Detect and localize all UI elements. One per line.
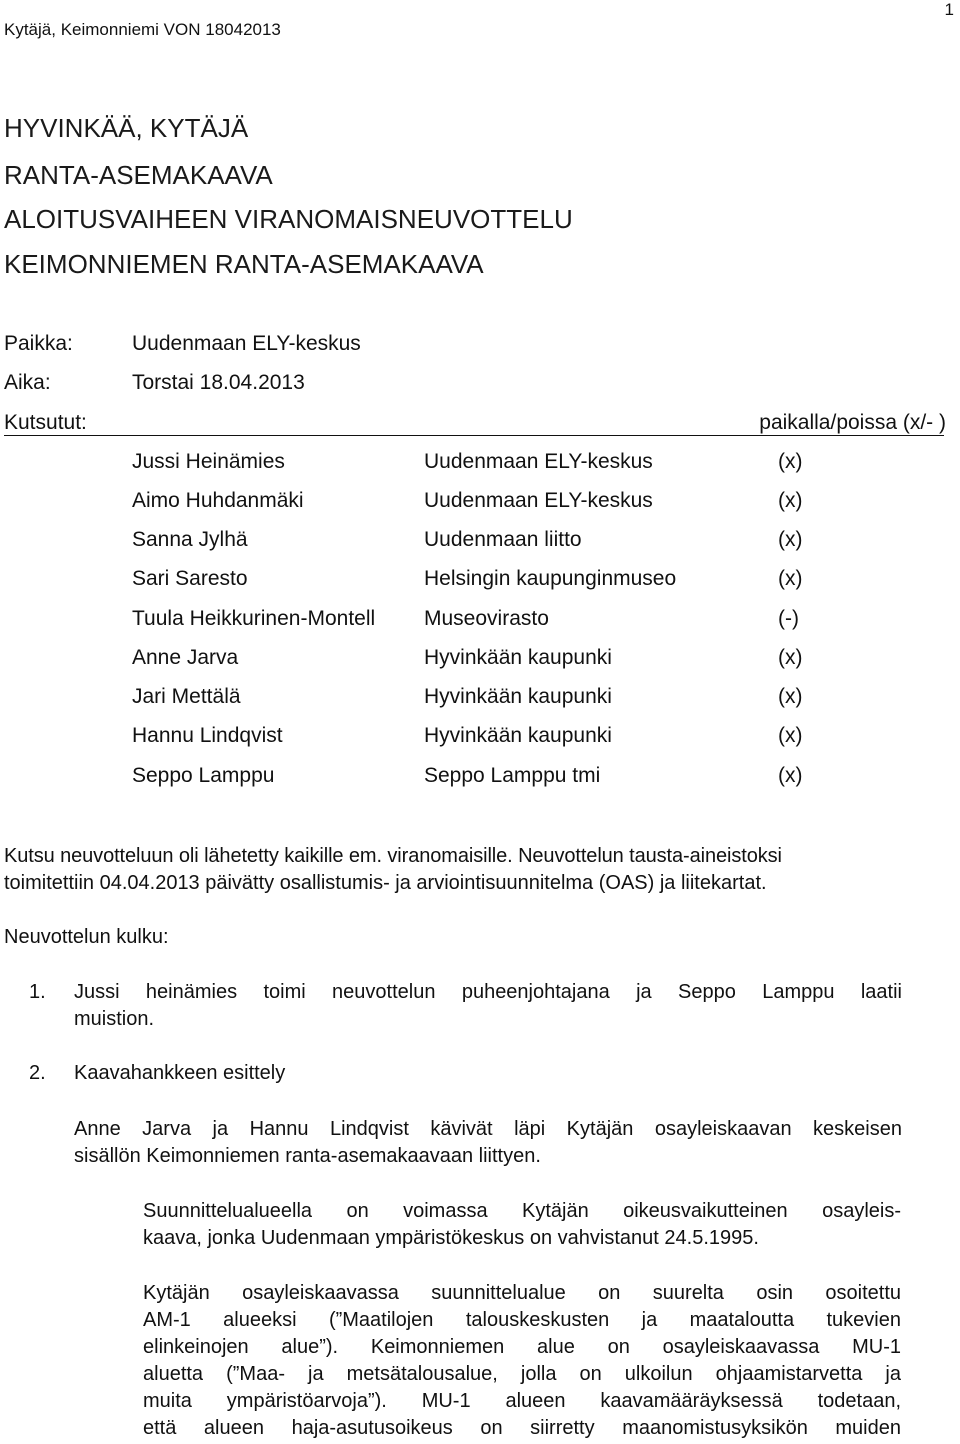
attendee-row <box>0 724 960 754</box>
attendee-status: (x) <box>778 685 803 708</box>
attendee-name: Tuula Heikkurinen-Montell <box>132 607 376 630</box>
attendee-org: Uudenmaan liitto <box>424 528 582 551</box>
attendee-org: Hyvinkään kaupunki <box>424 724 612 747</box>
place-label: Paikka: <box>4 332 73 355</box>
attendee-status: (x) <box>778 528 803 551</box>
attendee-row <box>0 528 960 558</box>
attendee-status: (x) <box>778 764 803 787</box>
attendee-status: (x) <box>778 724 803 747</box>
attendee-status: (x) <box>778 489 803 512</box>
attendee-org: Hyvinkään kaupunki <box>424 685 612 708</box>
attendee-row <box>0 489 960 519</box>
attendee-row <box>0 764 960 794</box>
attendee-name: Hannu Lindqvist <box>132 724 283 747</box>
para-line: kaava, jonka Uudenmaan ympäristökeskus on vahvistanut 24.5.1995. <box>143 1227 759 1249</box>
invited-underline <box>4 435 944 436</box>
attendee-row <box>0 450 960 480</box>
place-value: Uudenmaan ELY-keskus <box>132 332 361 355</box>
para-line: Suunnittelualueella on voimassa Kytäjän oikeusvaikutteinen osayleis- <box>143 1200 901 1222</box>
para-line: elinkeinojen alue”). Keimonniemen alue on osayleiskaavassa MU-1 <box>143 1336 901 1358</box>
attendee-name: Jussi Heinämies <box>132 450 285 473</box>
attendee-status: (x) <box>778 450 803 473</box>
para-line: aluetta (”Maa- ja metsätalousalue, jolla on ulkoilun ohjaamistarvetta ja <box>143 1363 901 1385</box>
para-line: muita ympäristöarvoja”). MU-1 alueen kaavamääräyksessä todetaan, <box>143 1390 901 1412</box>
attendee-status: (-) <box>778 607 799 630</box>
item-number: 2. <box>29 1062 46 1084</box>
item-2-text <box>74 1060 902 1087</box>
attendee-row <box>0 567 960 597</box>
attendee-org: Museovirasto <box>424 607 549 630</box>
attendee-name: Anne Jarva <box>132 646 239 669</box>
attendee-name: Jari Mettälä <box>132 685 241 708</box>
attendee-name: Sari Saresto <box>132 567 248 590</box>
attendee-org: Seppo Lamppu tmi <box>424 764 601 787</box>
time-value: Torstai 18.04.2013 <box>132 371 305 394</box>
title-line-2: RANTA-ASEMAKAAVA <box>4 160 273 190</box>
para-line: AM-1 alueeksi (”Maatilojen talouskeskusten ja maataloutta tukevien <box>143 1309 901 1331</box>
attendee-name: Seppo Lamppu <box>132 764 275 787</box>
page-number: 1 <box>944 0 954 19</box>
attendee-org: Uudenmaan ELY-keskus <box>424 450 653 473</box>
attendee-name: Sanna Jylhä <box>132 528 248 551</box>
running-header: Kytäjä, Keimonniemi VON 18042013 <box>4 20 281 39</box>
attendee-status: (x) <box>778 646 803 669</box>
item-line: Jussi heinämies toimi neuvottelun puheenjohtajana ja Seppo Lamppu laatii <box>74 981 902 1003</box>
para-line: Kytäjän osayleiskaavassa suunnittelualue on suurelta osin osoitettu <box>143 1282 901 1304</box>
para-line: että alueen haja-asutusoikeus on siirretty maanomistusyksikön muiden <box>143 1417 901 1439</box>
attendee-row <box>0 685 960 715</box>
proceedings-heading: Neuvottelun kulku: <box>4 926 169 948</box>
title-line-1: HYVINKÄÄ, KYTÄJÄ <box>4 113 249 143</box>
intro-line: sisällön Keimonniemen ranta-asemakaavaan liittyen. <box>74 1145 541 1167</box>
attendee-row <box>0 607 960 637</box>
attendee-org: Hyvinkään kaupunki <box>424 646 612 669</box>
indented-paragraph-2 <box>143 1280 901 1442</box>
invitation-line: toimitettiin 04.04.2013 päivätty osallistumis- ja arviointisuunnitelma (OAS) ja liitekartat. <box>4 872 767 894</box>
intro-line: Anne Jarva ja Hannu Lindqvist kävivät läpi Kytäjän osayleiskaavan keskeisen <box>74 1118 902 1140</box>
item-2-intro <box>74 1116 902 1170</box>
attendee-org: Helsingin kaupunginmuseo <box>424 567 677 590</box>
title-line-4: KEIMONNIEMEN RANTA-ASEMAKAAVA <box>4 249 484 279</box>
presence-header: paikalla/poissa (x/- ) <box>759 411 946 434</box>
invitation-paragraph <box>4 843 954 897</box>
attendee-org: Uudenmaan ELY-keskus <box>424 489 653 512</box>
invited-label: Kutsutut: <box>4 411 87 434</box>
attendee-row <box>0 646 960 676</box>
item-line: Kaavahankkeen esittely <box>74 1062 286 1084</box>
item-number: 1. <box>29 981 46 1003</box>
invitation-line: Kutsu neuvotteluun oli lähetetty kaikille em. viranomaisille. Neuvottelun tausta-aineistoksi <box>4 845 782 867</box>
indented-paragraph-1 <box>143 1198 901 1252</box>
attendee-status: (x) <box>778 567 803 590</box>
time-label: Aika: <box>4 371 51 394</box>
title-line-3: ALOITUSVAIHEEN VIRANOMAISNEUVOTTELU <box>4 204 573 234</box>
item-line: muistion. <box>74 1008 155 1030</box>
item-1-text <box>74 979 902 1033</box>
attendee-name: Aimo Huhdanmäki <box>132 489 304 512</box>
